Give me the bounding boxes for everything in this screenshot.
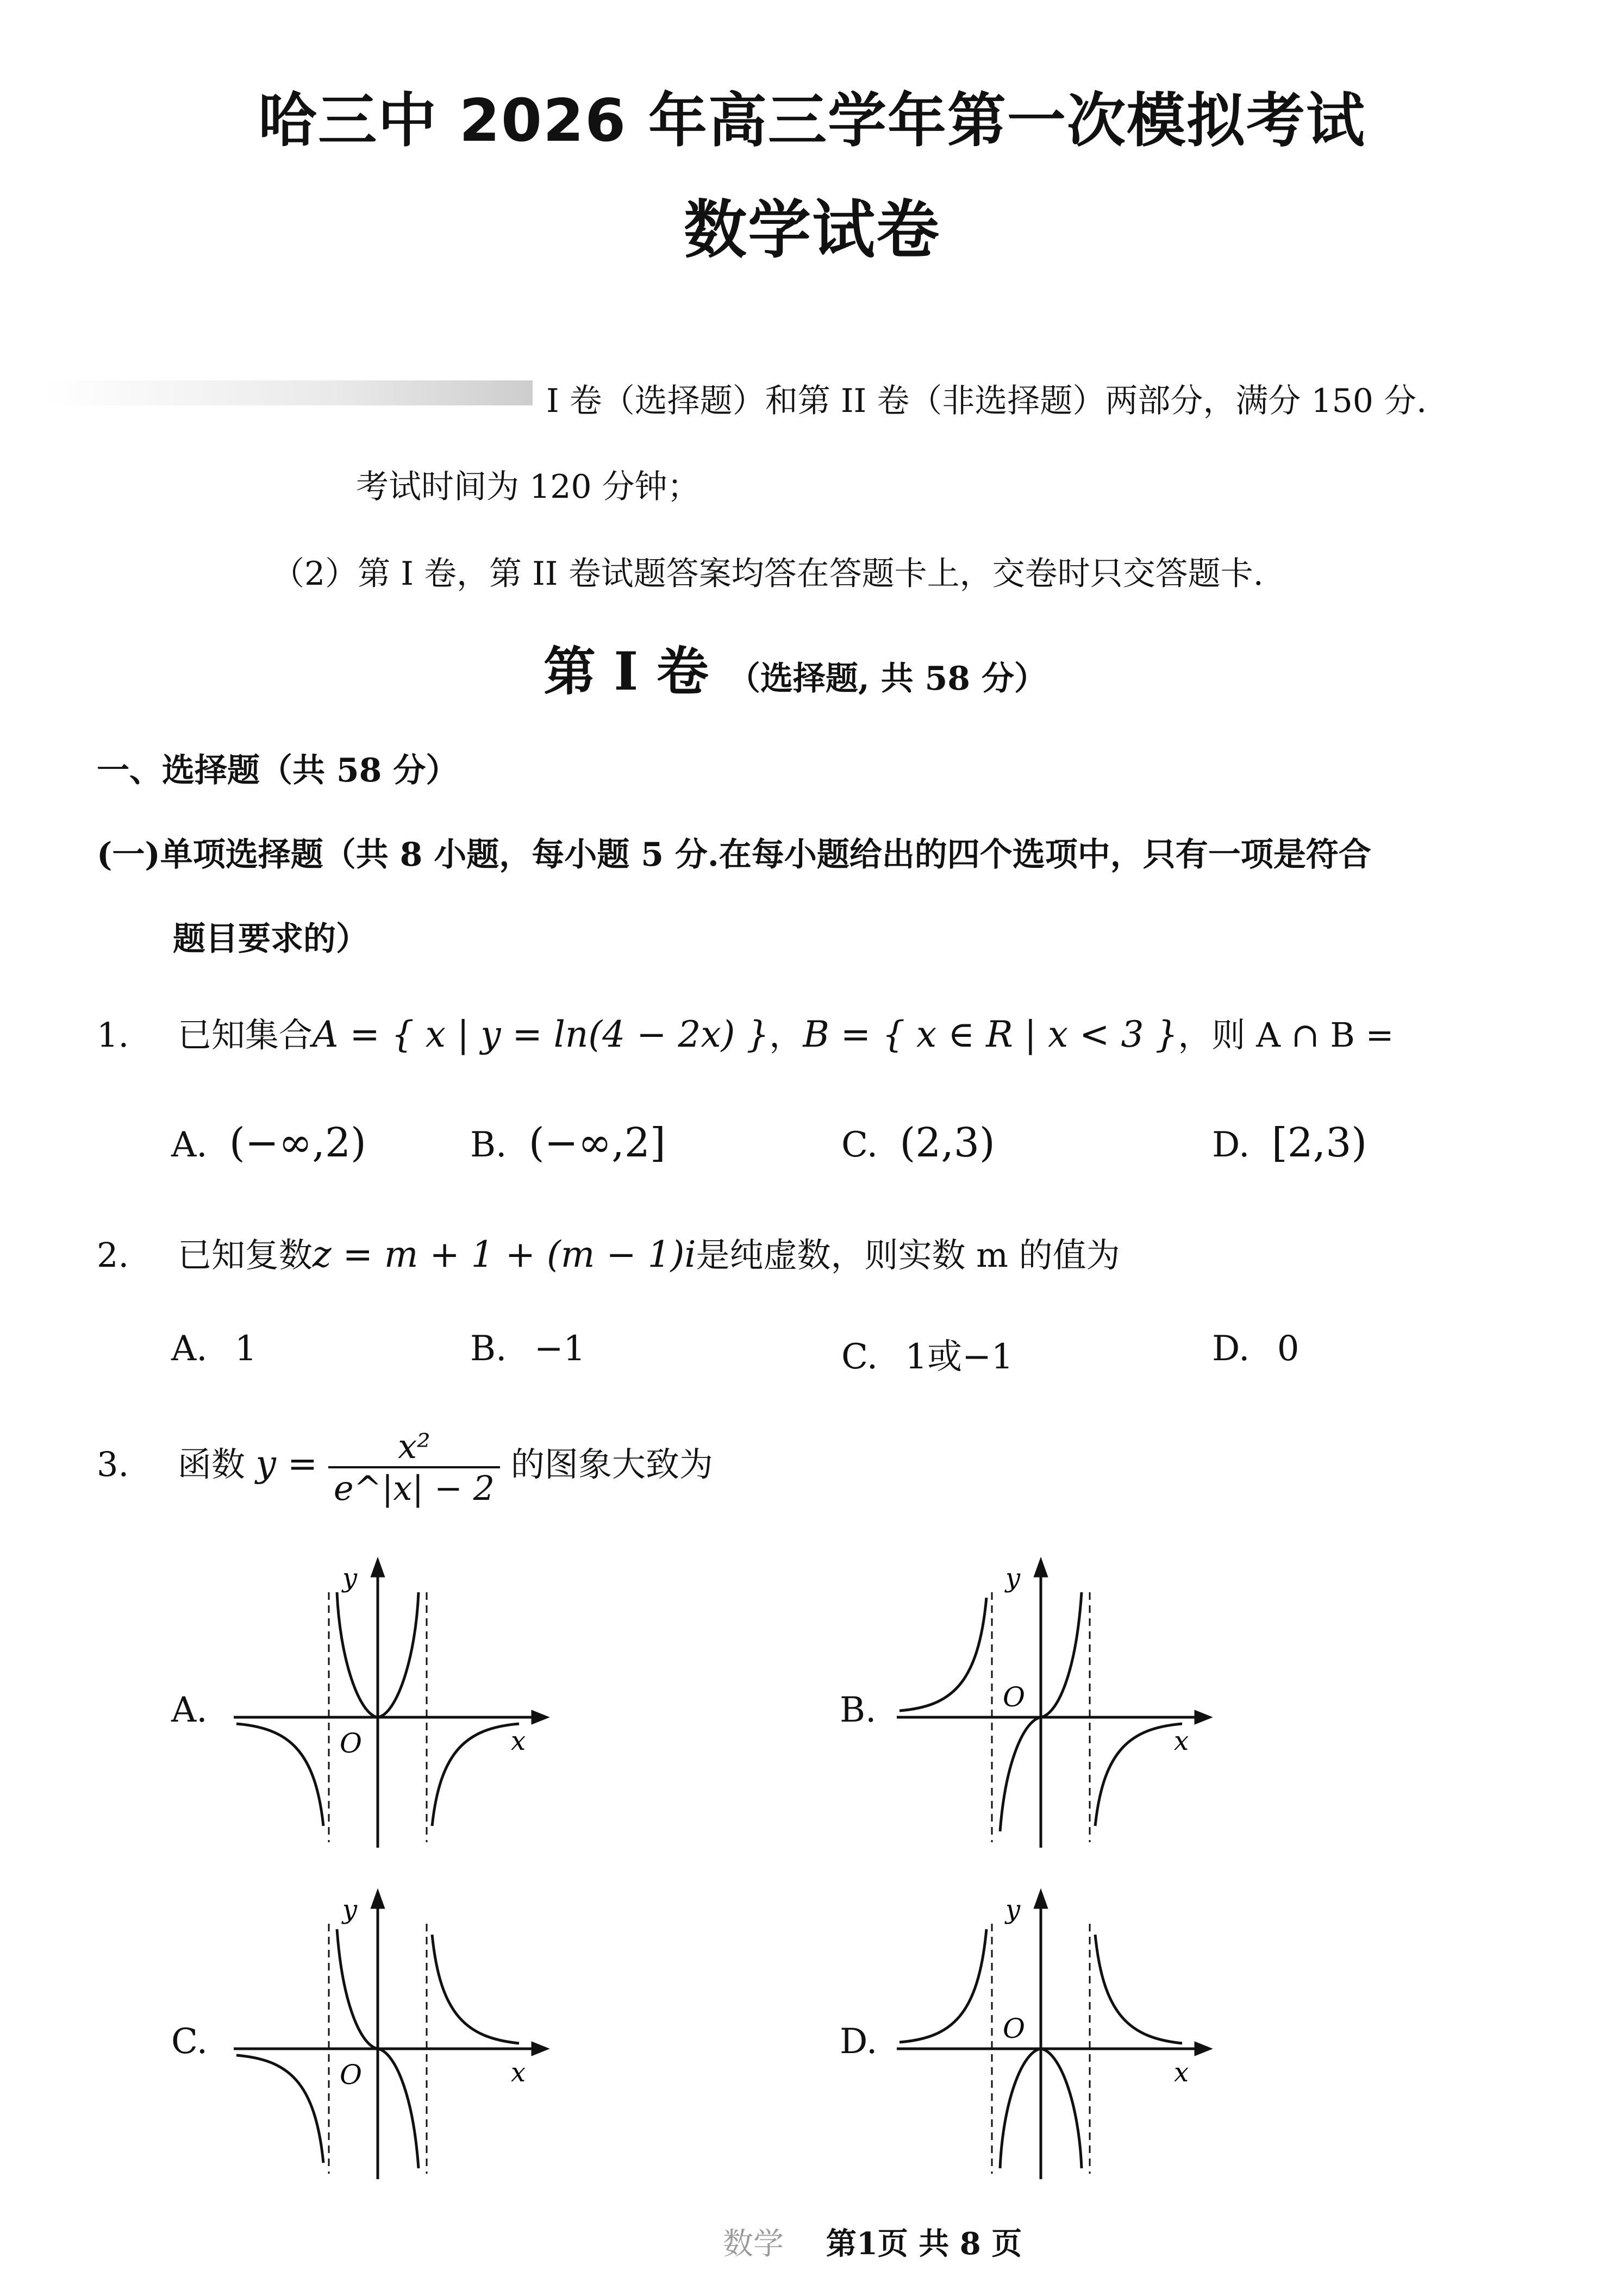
y-label: y bbox=[342, 1563, 358, 1593]
option-text: 1 bbox=[234, 1329, 257, 1369]
option-text: [2,3) bbox=[1271, 1119, 1367, 1166]
note-line-3: （2）第 I 卷，第 II 卷试题答案均答在答题卡上，交卷时只交答题卡. bbox=[272, 555, 1264, 593]
function-lhs: y = bbox=[255, 1443, 318, 1485]
graph-option-d[interactable] bbox=[891, 1886, 1217, 2190]
option-label: C. bbox=[841, 1125, 878, 1165]
question-3 bbox=[97, 1427, 713, 1508]
question-1 bbox=[97, 1008, 1394, 1056]
option-text: (−∞,2) bbox=[229, 1119, 366, 1166]
blurred-region bbox=[43, 380, 533, 405]
option-text: (−∞,2] bbox=[528, 1119, 666, 1166]
option-text: (2,3) bbox=[900, 1119, 995, 1166]
curve-right bbox=[432, 1724, 519, 1826]
curve-left bbox=[236, 2055, 323, 2163]
option-text: −1 bbox=[534, 1329, 586, 1369]
complex-expression: z = m + 1 + (m − 1)i bbox=[312, 1234, 696, 1275]
page-footer bbox=[723, 2220, 1022, 2263]
y-arrow-icon bbox=[372, 1892, 383, 1907]
subsection-heading-line-1: (一)单项选择题（共 8 小题，每小题 5 分.在每小题给出的四个选项中，只有一项是符合 bbox=[97, 836, 1371, 874]
option-label: D. bbox=[1212, 1125, 1250, 1165]
question-suffix: ，则 A ∩ B = bbox=[1178, 1015, 1394, 1055]
subsection-heading-line-2: 题目要求的） bbox=[173, 920, 368, 958]
origin-label: O bbox=[340, 1728, 362, 1759]
question-prefix: 已知集合 bbox=[177, 1015, 313, 1055]
q3-option-d-label[interactable]: D. bbox=[840, 2022, 878, 2062]
exam-subtitle: 数学试卷 bbox=[684, 193, 940, 267]
origin-label: O bbox=[1003, 1681, 1025, 1713]
q3-option-c-label[interactable]: C. bbox=[171, 2022, 208, 2062]
origin-label: O bbox=[1003, 2013, 1025, 2044]
note-line-2: 考试时间为 120 分钟； bbox=[356, 468, 700, 506]
section-subtitle: （选择题, 共 58 分） bbox=[727, 660, 1047, 698]
option-label: C. bbox=[841, 1337, 878, 1377]
set-a-expression: A = { x | y = ln(4 − 2x) } bbox=[312, 1014, 770, 1055]
question-suffix: 是纯虚数，则实数 m 的值为 bbox=[696, 1235, 1120, 1275]
option-label: D. bbox=[1212, 1329, 1250, 1369]
y-arrow-icon bbox=[1035, 1561, 1046, 1576]
q3-option-b-label[interactable]: B. bbox=[840, 1690, 877, 1730]
x-label: x bbox=[511, 1726, 526, 1756]
question-prefix: 函数 bbox=[177, 1444, 245, 1485]
q2-option-b[interactable] bbox=[470, 1329, 585, 1369]
fraction-denominator: e^|x| − 2 bbox=[333, 1468, 495, 1508]
separator: ， bbox=[769, 1015, 803, 1055]
option-text: 0 bbox=[1277, 1329, 1300, 1369]
option-label: A. bbox=[171, 1329, 208, 1369]
curve-left bbox=[900, 1929, 986, 2042]
question-number: 1. bbox=[97, 1015, 129, 1055]
section-title: 第 I 卷 bbox=[544, 641, 709, 702]
graph-option-c[interactable] bbox=[228, 1886, 554, 2190]
y-label: y bbox=[1005, 1563, 1021, 1593]
x-label: x bbox=[1174, 2057, 1189, 2088]
question-number: 3. bbox=[97, 1444, 129, 1485]
option-label: B. bbox=[470, 1125, 507, 1165]
x-arrow-icon bbox=[533, 2043, 546, 2054]
x-label: x bbox=[1174, 1726, 1189, 1756]
x-arrow-icon bbox=[533, 1712, 546, 1723]
note-line-1: I 卷（选择题）和第 II 卷（非选择题）两部分，满分 150 分. bbox=[546, 382, 1427, 420]
y-arrow-icon bbox=[372, 1561, 383, 1576]
q1-option-b[interactable] bbox=[470, 1119, 666, 1166]
part-heading: 一、选择题（共 58 分） bbox=[97, 752, 459, 790]
footer-subject: 数学 bbox=[723, 2226, 784, 2262]
x-arrow-icon bbox=[1196, 2043, 1209, 2054]
option-text: 1或−1 bbox=[905, 1337, 1014, 1377]
q1-option-a[interactable] bbox=[171, 1119, 366, 1166]
curve-right bbox=[432, 1935, 519, 2043]
q3-option-a-label[interactable]: A. bbox=[171, 1690, 208, 1730]
x-arrow-icon bbox=[1196, 1712, 1209, 1723]
x-label: x bbox=[511, 2057, 526, 2088]
origin-label: O bbox=[340, 2059, 362, 2091]
question-2 bbox=[97, 1228, 1120, 1277]
option-label: A. bbox=[171, 1125, 208, 1165]
curve-left bbox=[236, 1724, 323, 1826]
exam-title: 哈三中 2026 年高三学年第一次模拟考试 bbox=[258, 87, 1366, 155]
q2-option-a[interactable] bbox=[171, 1329, 257, 1369]
curve-right bbox=[1095, 1724, 1182, 1826]
footer-page-number: 第1页 共 8 页 bbox=[826, 2226, 1022, 2262]
y-arrow-icon bbox=[1035, 1892, 1046, 1907]
q1-option-d[interactable] bbox=[1212, 1119, 1367, 1166]
graph-option-a[interactable] bbox=[228, 1554, 554, 1859]
q2-option-c[interactable] bbox=[841, 1329, 1013, 1379]
section-header bbox=[544, 630, 1047, 705]
q2-option-d[interactable] bbox=[1212, 1329, 1299, 1369]
question-suffix: 的图象大致为 bbox=[510, 1444, 713, 1485]
set-b-expression: B = { x ∈ R | x < 3 } bbox=[803, 1014, 1178, 1055]
option-label: B. bbox=[470, 1329, 507, 1369]
fraction-numerator: x² bbox=[328, 1427, 500, 1468]
question-number: 2. bbox=[97, 1235, 129, 1275]
curve-right bbox=[1095, 1935, 1182, 2043]
curve-left bbox=[900, 1598, 986, 1711]
y-label: y bbox=[342, 1894, 358, 1925]
question-prefix: 已知复数 bbox=[177, 1235, 313, 1275]
y-label: y bbox=[1005, 1894, 1021, 1925]
q1-option-c[interactable] bbox=[841, 1119, 995, 1166]
function-fraction bbox=[328, 1427, 500, 1508]
graph-option-b[interactable] bbox=[891, 1554, 1217, 1859]
